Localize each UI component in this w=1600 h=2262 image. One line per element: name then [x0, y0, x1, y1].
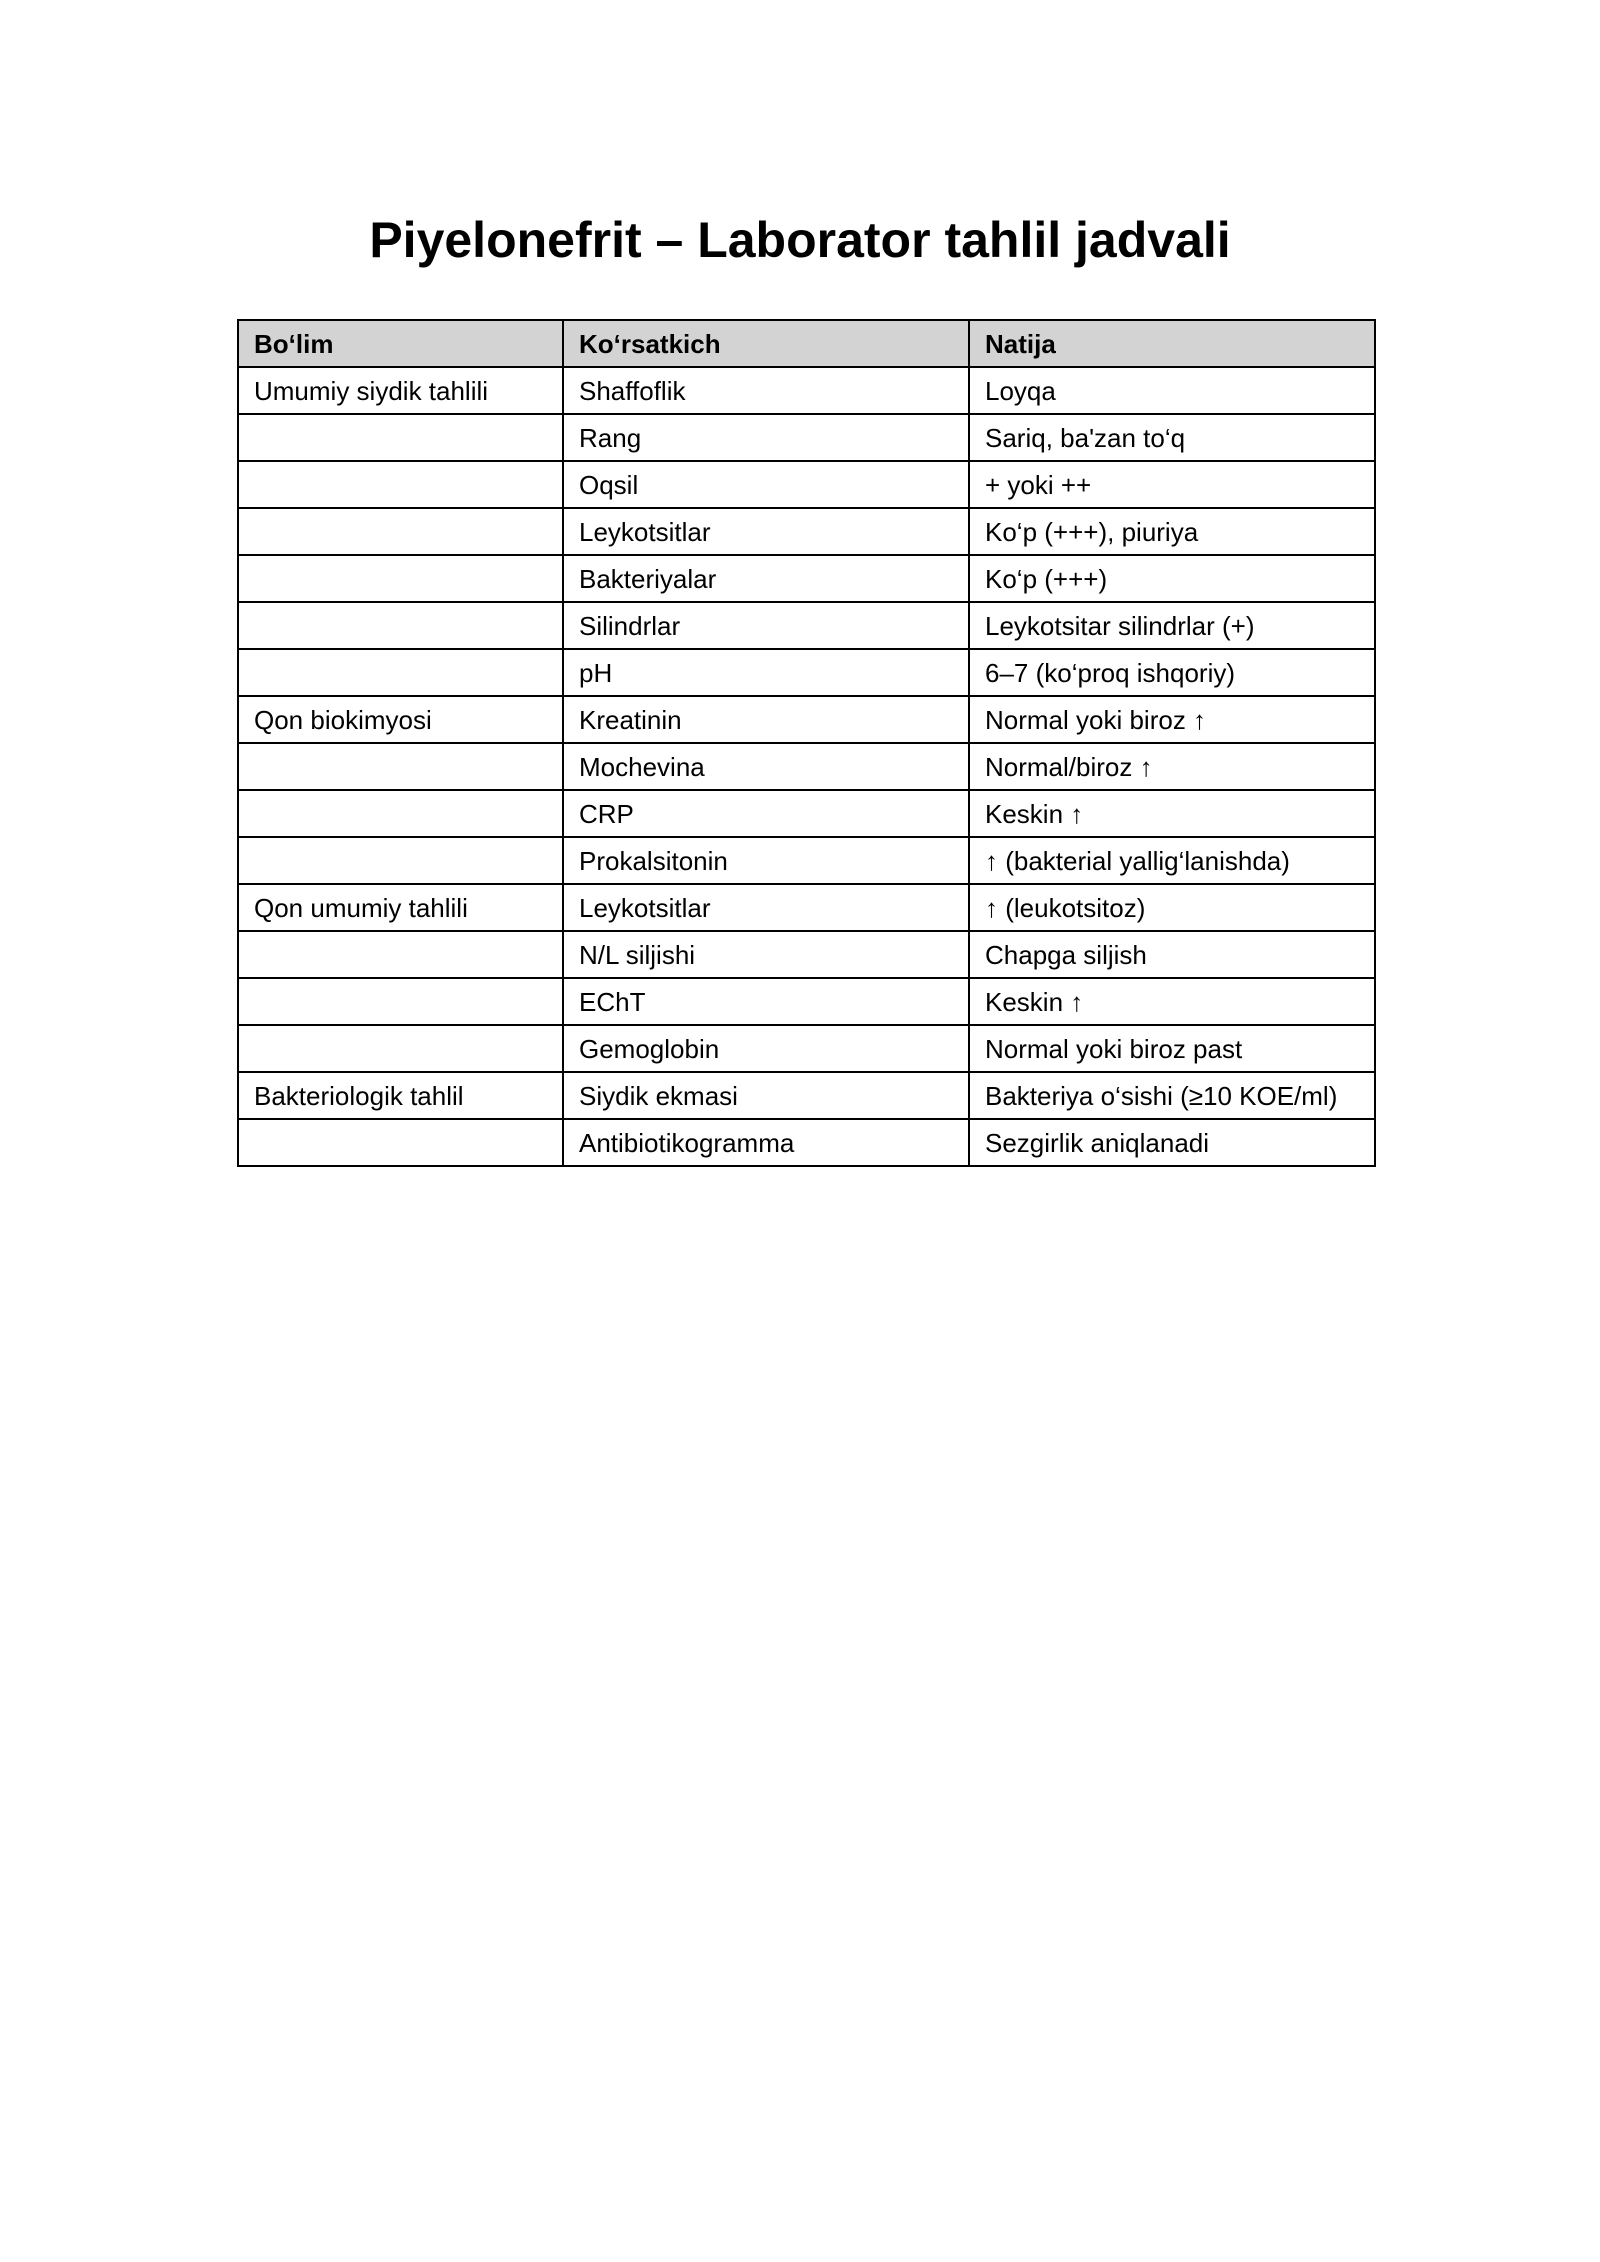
cell-indicator: Prokalsitonin [563, 837, 969, 884]
cell-result: Sariq, ba'zan to‘q [969, 414, 1375, 461]
cell-section [238, 555, 563, 602]
table-row [238, 931, 1375, 978]
cell-indicator: Gemoglobin [563, 1025, 969, 1072]
cell-section: Umumiy siydik tahlili [238, 367, 563, 414]
table-row [238, 1119, 1375, 1166]
table-row [238, 461, 1375, 508]
cell-indicator: Leykotsitlar [563, 508, 969, 555]
table-row [238, 508, 1375, 555]
cell-section [238, 649, 563, 696]
table-row [238, 414, 1375, 461]
cell-result: Chapga siljish [969, 931, 1375, 978]
cell-indicator: Silindrlar [563, 602, 969, 649]
cell-result: Keskin ↑ [969, 790, 1375, 837]
cell-indicator: Bakteriyalar [563, 555, 969, 602]
cell-section [238, 978, 563, 1025]
table-row [238, 555, 1375, 602]
cell-section [238, 1025, 563, 1072]
cell-indicator: Oqsil [563, 461, 969, 508]
cell-indicator: EChT [563, 978, 969, 1025]
cell-indicator: Shaffoflik [563, 367, 969, 414]
column-header-result: Natija [969, 320, 1375, 367]
cell-result: Ko‘p (+++), piuriya [969, 508, 1375, 555]
cell-result: Keskin ↑ [969, 978, 1375, 1025]
cell-indicator: Mochevina [563, 743, 969, 790]
cell-section [238, 414, 563, 461]
column-header-section: Bo‘lim [238, 320, 563, 367]
cell-section: Qon umumiy tahlili [238, 884, 563, 931]
cell-result: Leykotsitar silindrlar (+) [969, 602, 1375, 649]
table-row [238, 367, 1375, 414]
cell-indicator: pH [563, 649, 969, 696]
cell-section: Qon biokimyosi [238, 696, 563, 743]
cell-section [238, 1119, 563, 1166]
table-row [238, 837, 1375, 884]
page-title: Piyelonefrit – Laborator tahlil jadvali [369, 212, 1231, 268]
cell-section [238, 931, 563, 978]
cell-result: Sezgirlik aniqlanadi [969, 1119, 1375, 1166]
table-row [238, 978, 1375, 1025]
table-row [238, 696, 1375, 743]
column-header-indicator: Ko‘rsatkich [563, 320, 969, 367]
cell-section [238, 837, 563, 884]
cell-result: Normal/biroz ↑ [969, 743, 1375, 790]
table-row [238, 790, 1375, 837]
cell-section [238, 508, 563, 555]
cell-section: Bakteriologik tahlil [238, 1072, 563, 1119]
lab-results-table [237, 319, 1376, 1167]
cell-indicator: Antibiotikogramma [563, 1119, 969, 1166]
cell-result: Normal yoki biroz past [969, 1025, 1375, 1072]
cell-section [238, 602, 563, 649]
cell-result: Loyqa [969, 367, 1375, 414]
cell-section [238, 790, 563, 837]
cell-indicator: Kreatinin [563, 696, 969, 743]
table-row [238, 743, 1375, 790]
cell-indicator: Rang [563, 414, 969, 461]
cell-result: Normal yoki biroz ↑ [969, 696, 1375, 743]
cell-indicator: CRP [563, 790, 969, 837]
cell-result: Ko‘p (+++) [969, 555, 1375, 602]
cell-section [238, 743, 563, 790]
cell-result: Bakteriya o‘sishi (≥10 KOE/ml) [969, 1072, 1375, 1119]
cell-result: + yoki ++ [969, 461, 1375, 508]
table-row [238, 649, 1375, 696]
cell-indicator: Leykotsitlar [563, 884, 969, 931]
cell-result: 6–7 (ko‘proq ishqoriy) [969, 649, 1375, 696]
table-row [238, 884, 1375, 931]
cell-indicator: Siydik ekmasi [563, 1072, 969, 1119]
table-row [238, 602, 1375, 649]
cell-result: ↑ (leukotsitoz) [969, 884, 1375, 931]
table-row [238, 1072, 1375, 1119]
cell-section [238, 461, 563, 508]
cell-indicator: N/L siljishi [563, 931, 969, 978]
cell-result: ↑ (bakterial yallig‘lanishda) [969, 837, 1375, 884]
table-header-row [238, 320, 1375, 367]
table-row [238, 1025, 1375, 1072]
